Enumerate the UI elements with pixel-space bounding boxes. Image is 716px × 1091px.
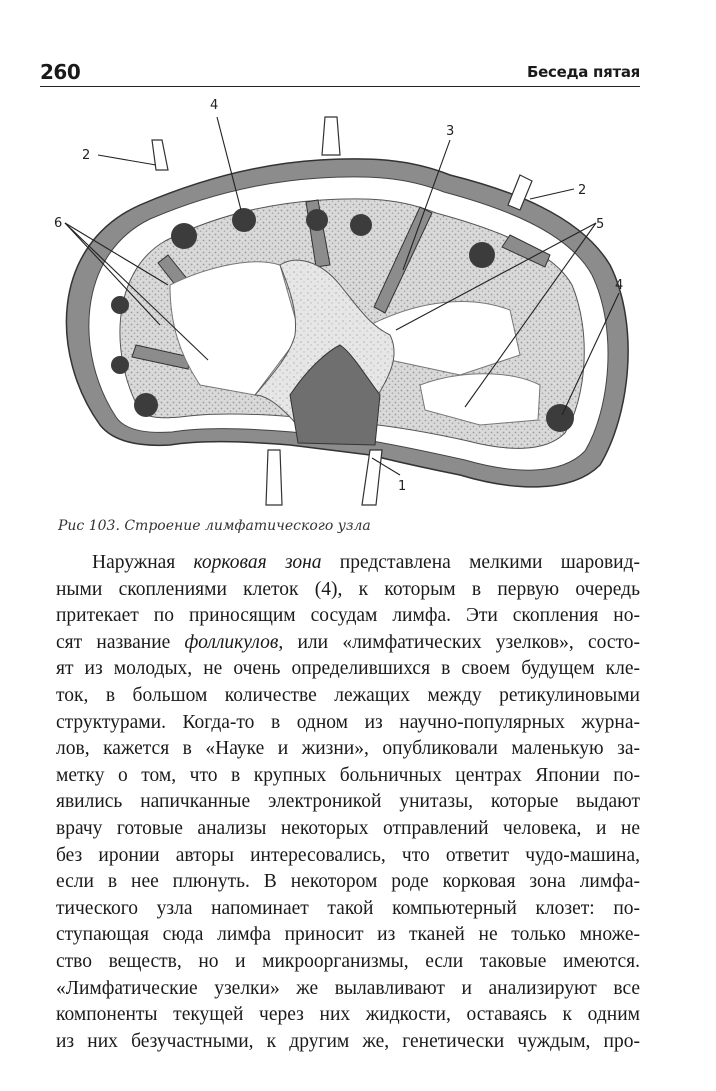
text-line: структурами. Когда-то в одном из научно-популярных журна- <box>56 711 640 733</box>
page-header <box>40 60 640 87</box>
callout-label: 4 <box>615 278 624 293</box>
body-text <box>56 550 640 1055</box>
figure-caption: Рис 103. Строение лимфатического узла <box>58 518 371 534</box>
page-number: 260 <box>40 60 81 84</box>
term-follicles: фолликулов <box>184 631 279 653</box>
text-line: без иронии авторы интересовались, что ответит чудо-машина, <box>56 844 640 866</box>
follicle <box>171 223 197 249</box>
callout-label: 6 <box>54 216 63 231</box>
text-line: «Лимфатические узелки» же вылавливают и анализируют все <box>56 977 640 999</box>
text-line: притекает по приносящим сосудам лимфа. Эти скопления но- <box>56 605 640 627</box>
text-line: ступающая сюда лимфа приносит из тканей не только множе- <box>56 924 640 946</box>
callout-label: 2 <box>578 183 587 198</box>
lymph-node-diagram <box>40 95 640 515</box>
follicle <box>350 214 372 236</box>
text-line: сят название фолликулов, или «лимфатических узелков», состо- <box>56 631 640 653</box>
follicle <box>469 242 495 268</box>
text-line: компоненты текущей через них жидкости, оставаясь к одним <box>56 1004 640 1026</box>
term-cortex: корковая зона <box>193 552 322 573</box>
text-line: врачу готовые анализы некоторых отправлений человека, и не <box>56 817 640 839</box>
efferent-vessel <box>266 450 382 505</box>
text-line: явились напичканные электроникой унитазы, которые выдают <box>56 791 640 813</box>
text-line: Наружная корковая зона представлена мелкими шаровид- <box>92 552 640 573</box>
follicle <box>111 356 129 374</box>
follicle <box>111 296 129 314</box>
text-line: ток, в большом количестве лежащих между ретикулиновыми <box>56 684 640 706</box>
text-line: из них безучастными, к другим же, генетически чуждым, про- <box>56 1030 640 1052</box>
text-line: тического узла напоминает такой компьютерный клозет: по- <box>56 897 640 919</box>
text-line: лов, кажется в «Науке и жизни», опубликовали маленькую за- <box>56 738 640 760</box>
lymph-node-figure <box>40 95 640 515</box>
follicle <box>306 209 328 231</box>
callout-label: 4 <box>210 98 219 113</box>
running-head: Беседа пятая <box>527 63 640 81</box>
callout-label: 1 <box>398 479 407 494</box>
follicle <box>546 404 574 432</box>
text-line: ство веществ, но и микроорганизмы, если таковые имеются. <box>56 950 640 972</box>
text-line: ными скоплениями клеток (4), к которым в первую очередь <box>56 578 640 600</box>
follicle <box>232 208 256 232</box>
text-line: если в нее плюнуть. В некотором роде корковая зона лимфа- <box>56 871 640 893</box>
text-line: ят из молодых, не очень определившихся в своем будущем кле- <box>56 658 640 680</box>
callout-label: 2 <box>82 148 91 163</box>
callout-label: 5 <box>596 217 605 232</box>
follicle <box>134 393 158 417</box>
text-line: метку о том, что в крупных больничных центрах Японии по- <box>56 764 640 786</box>
callout-label: 3 <box>446 124 455 139</box>
